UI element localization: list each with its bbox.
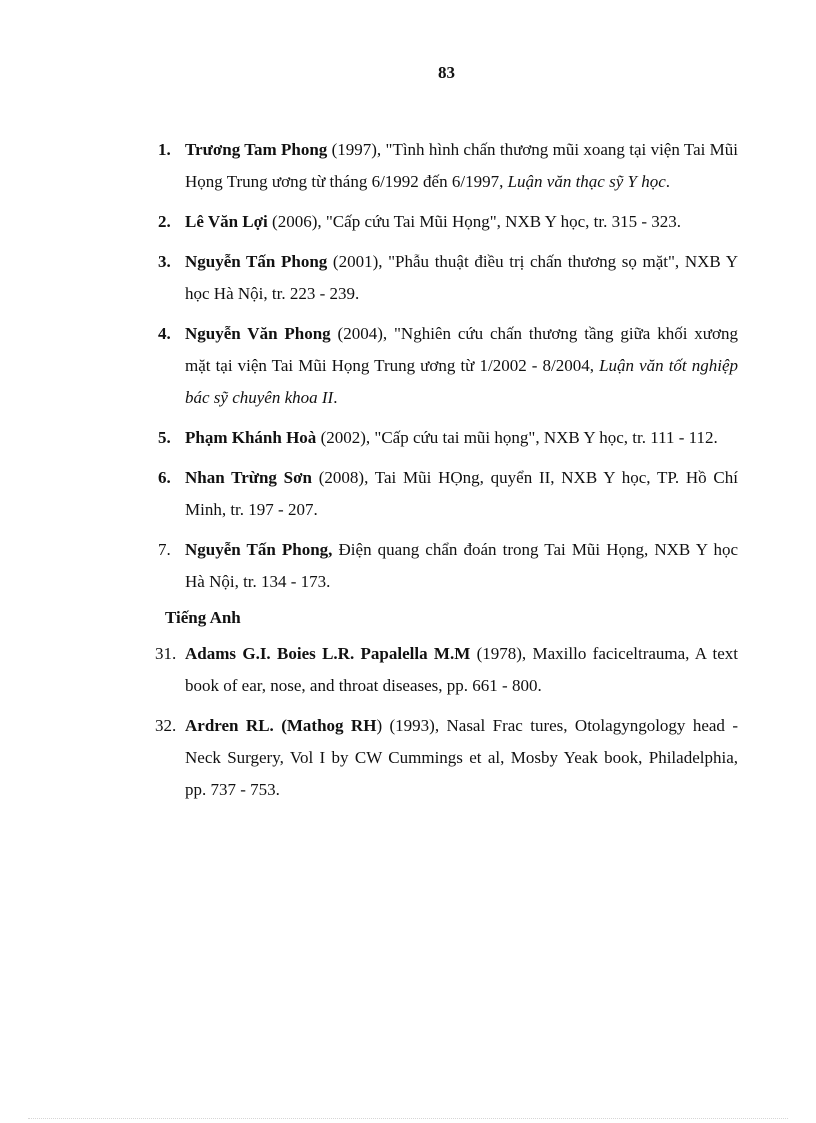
reference-number: 32.	[155, 716, 177, 735]
reference-number: 1.	[158, 140, 171, 159]
reference-author: Lê Văn Lợi	[185, 212, 268, 231]
reference-details: (1997), "Tình hình chấn thương mũi xoang tại viện Tai Mũi Họng Trung ương từ tháng 6/1992 đến 6/1997,	[185, 140, 738, 191]
reference-item	[158, 534, 738, 598]
reference-details: (1978), Maxillo faciceltrauma, A text book of ear, nose, and throat diseases, pp. 661 - 800.	[185, 644, 738, 695]
reference-item	[158, 462, 738, 526]
reference-details: ) (1993), Nasal Frac tures, Otolagyngology head - Neck Surgery, Vol I by CW Cummings et al, Mosby Yeak book, Philadelphia, pp. 737 - 753.	[185, 716, 738, 799]
reference-number: 31.	[155, 644, 177, 663]
reference-work-title: Luận văn thạc sỹ Y học	[507, 172, 666, 191]
reference-list	[155, 134, 738, 814]
reference-author: Nguyễn Văn Phong	[185, 324, 331, 343]
reference-author: Trương Tam Phong	[185, 140, 328, 159]
reference-number: 5.	[158, 428, 171, 447]
reference-work-title: Luận văn tốt nghiệp bác sỹ chuyên khoa II	[185, 356, 738, 407]
reference-author: Nguyễn Tấn Phong,	[185, 540, 333, 559]
reference-details: (2001), "Phẫu thuật điều trị chấn thương sọ mặt", NXB Y học Hà Nội, tr. 223 - 239.	[185, 252, 738, 303]
reference-number: 7.	[158, 540, 171, 559]
reference-details: (2006), "Cấp cứu Tai Mũi Họng", NXB Y học, tr. 315 - 323.	[267, 212, 681, 231]
reference-item	[155, 710, 738, 806]
reference-item	[158, 246, 738, 310]
reference-author: Phạm Khánh Hoà	[185, 428, 317, 447]
reference-details: (2008), Tai Mũi HỌng, quyển II, NXB Y học, TP. Hồ Chí Minh, tr. 197 - 207.	[185, 468, 738, 519]
reference-details: (2004), "Nghiên cứu chấn thương tầng giữa khối xương mặt tại viện Tai Mũi Họng Trung ương từ 1/2002 - 8/2004,	[185, 324, 738, 375]
reference-tail: .	[333, 388, 338, 407]
reference-number: 4.	[158, 324, 171, 343]
reference-author: Nhan Trừng Sơn	[185, 468, 312, 487]
reference-number: 3.	[158, 252, 171, 271]
reference-item	[158, 318, 738, 414]
reference-item	[155, 638, 738, 702]
reference-number: 2.	[158, 212, 171, 231]
reference-author: Ardren RL. (Mathog RH	[185, 716, 377, 735]
reference-tail: .	[665, 172, 671, 191]
reference-author: Nguyễn Tấn Phong	[185, 252, 328, 271]
section-heading: Tiếng Anh	[165, 608, 241, 627]
reference-item	[158, 134, 738, 198]
reference-number: 6.	[158, 468, 171, 487]
reference-item	[158, 422, 738, 454]
reference-author: Adams G.I. Boies L.R. Papalella M.M	[185, 644, 471, 663]
reference-details: (2002), "Cấp cứu tai mũi họng", NXB Y học, tr. 111 - 112.	[316, 428, 718, 447]
page-bottom-divider	[28, 1118, 788, 1119]
reference-item	[158, 206, 738, 238]
reference-details: Điện quang chẩn đoán trong Tai Mũi Họng, NXB Y học Hà Nội, tr. 134 - 173.	[185, 540, 738, 591]
page-number: 83	[438, 63, 455, 82]
